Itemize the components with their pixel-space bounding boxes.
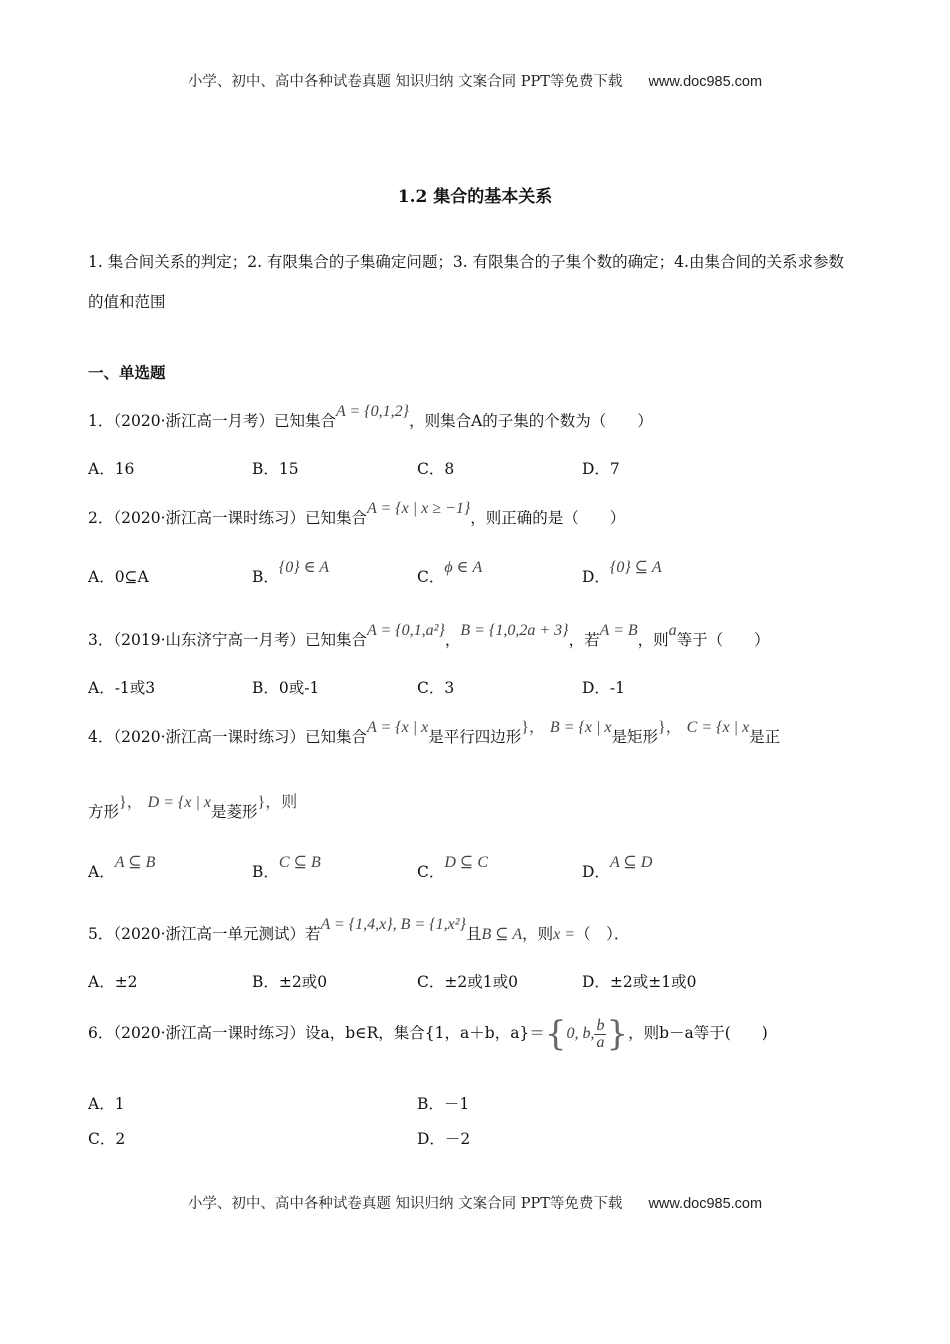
- q4-text-c: 是正: [749, 728, 781, 746]
- q4-close-b: }，: [658, 719, 682, 736]
- q1-option-d[interactable]: D．7: [582, 460, 620, 478]
- q3-math-b: B = {1,0,2a + 3}: [460, 622, 569, 639]
- q2-option-b[interactable]: [252, 559, 330, 587]
- q3-sep: ，: [444, 631, 461, 649]
- q3-math-a: A = {0,1,a²}: [367, 622, 445, 639]
- q6-set-elements: 0, b,: [566, 1025, 595, 1042]
- question-3: [88, 622, 770, 650]
- q6-left-brace: {: [544, 1014, 567, 1054]
- question-4-line2: [88, 794, 298, 822]
- q6-right-brace: }: [606, 1014, 629, 1054]
- q3-tail: 等于（ ）: [676, 631, 770, 649]
- q6-option-b[interactable]: B．－1: [417, 1095, 470, 1113]
- q2-option-a[interactable]: A．0⊆A: [88, 568, 149, 586]
- q1-math: A = {0,1,2}: [336, 403, 410, 420]
- q5-tail: （ ）．: [575, 925, 630, 943]
- q6-option-c[interactable]: C．2: [88, 1130, 126, 1148]
- q4-text-b: 是矩形: [611, 728, 659, 746]
- q2-option-c-math: ϕ ∈ A: [444, 559, 483, 576]
- q6-fraction: [594, 1018, 606, 1051]
- page-header: [0, 70, 950, 91]
- q4-option-a-math: A ⊆ B: [114, 854, 156, 871]
- q6-option-d[interactable]: D．－2: [417, 1130, 471, 1148]
- q5-mid2: ，则: [522, 925, 554, 943]
- q6-number: 6．: [88, 1024, 114, 1042]
- q4-option-d[interactable]: [582, 854, 653, 882]
- q4-math-b: B = {x | x: [549, 719, 612, 736]
- q3-math-eq: A = B: [599, 622, 638, 639]
- q1-number: 1．: [88, 412, 114, 430]
- q2-option-c-label: C．: [417, 568, 445, 586]
- q1-option-b[interactable]: B．15: [252, 460, 299, 478]
- q2-math: A = {x | x ≥ −1}: [367, 500, 471, 517]
- q2-option-c[interactable]: [417, 559, 483, 587]
- q4-option-c-math: D ⊆ C: [444, 854, 489, 871]
- question-6: [88, 1014, 768, 1054]
- q3-text: （2019·山东济宁高一月考）已知集合: [113, 631, 367, 649]
- q6-frac-num: b: [596, 1016, 605, 1034]
- q3-option-d[interactable]: D．-1: [582, 679, 626, 697]
- q4-option-d-math: A ⊆ D: [609, 854, 653, 871]
- q3-number: 3．: [88, 631, 114, 649]
- q1-text: （2020·浙江高一月考）已知集合: [113, 412, 336, 430]
- q3-mid: ，若: [568, 631, 600, 649]
- q6-tail: ，则b－a等于( ): [628, 1024, 768, 1042]
- q4-close-a: }，: [521, 719, 545, 736]
- q4-option-c-label: C．: [417, 863, 445, 881]
- q5-number: 5．: [88, 925, 114, 943]
- q1-option-c[interactable]: C．8: [417, 460, 455, 478]
- q4-option-a-label: A．: [88, 863, 115, 881]
- q3-option-a[interactable]: A．-1或3: [88, 679, 156, 697]
- q3-option-b[interactable]: B．0或-1: [252, 679, 320, 697]
- q5-option-d[interactable]: D．±2或±1或0: [582, 973, 697, 991]
- question-4: [88, 719, 781, 747]
- q5-math-x: x =: [553, 926, 576, 943]
- q2-option-d[interactable]: [582, 559, 662, 587]
- header-site[interactable]: www.doc985.com: [648, 74, 763, 90]
- page-footer: [0, 1192, 950, 1213]
- footer-site[interactable]: www.doc985.com: [648, 1196, 763, 1212]
- q4-option-b-label: B．: [252, 863, 279, 881]
- q4-math-d: D = {x | x: [147, 794, 211, 811]
- q4-option-c[interactable]: [417, 854, 489, 882]
- q4-close-d: }，则: [257, 794, 298, 811]
- question-2: [88, 500, 626, 528]
- q4-line2-text: 方形: [88, 803, 120, 821]
- q5-option-c[interactable]: C．±2或1或0: [417, 973, 518, 991]
- q4-math-a: A = {x | x: [367, 719, 429, 736]
- q2-option-d-label: D．: [582, 568, 610, 586]
- header-text: 小学、初中、高中各种试卷真题 知识归纳 文案合同 PPT等免费下载: [187, 74, 623, 90]
- q4-text: （2020·浙江高一课时练习）已知集合: [113, 728, 367, 746]
- q3-math-var: a: [668, 622, 677, 639]
- q6-frac-den: a: [596, 1033, 605, 1051]
- q2-option-b-math: {0} ∈ A: [278, 559, 330, 576]
- q4-text-d: 是菱形: [211, 803, 258, 821]
- q3-option-c[interactable]: C．3: [417, 679, 455, 697]
- q1-tail: ，则集合A的子集的个数为（ ）: [409, 412, 653, 430]
- q5-mid: 且: [465, 925, 482, 943]
- section-heading: 一、单选题: [88, 363, 166, 382]
- question-1: [88, 403, 653, 431]
- q4-option-d-label: D．: [582, 863, 610, 881]
- q2-number: 2．: [88, 509, 114, 527]
- q5-text: （2020·浙江高一单元测试）若: [113, 925, 321, 943]
- q4-close-c: }，: [119, 794, 143, 811]
- q2-tail: ，则正确的是（ ）: [470, 509, 626, 527]
- q1-option-a[interactable]: A．16: [88, 460, 135, 478]
- q4-option-a[interactable]: [88, 854, 156, 882]
- q4-math-c: C = {x | x: [686, 719, 750, 736]
- page-title: 1.2 集合的基本关系: [397, 187, 553, 207]
- q2-option-d-math: {0} ⊆ A: [609, 559, 662, 576]
- q5-math-subset: B ⊆ A: [481, 926, 523, 943]
- footer-text: 小学、初中、高中各种试卷真题 知识归纳 文案合同 PPT等免费下载: [187, 1196, 623, 1212]
- q5-option-b[interactable]: B．±2或0: [252, 973, 328, 991]
- q2-text: （2020·浙江高一课时练习）已知集合: [113, 509, 367, 527]
- q6-option-a[interactable]: A．1: [88, 1095, 125, 1113]
- q4-text-a: 是平行四边形: [428, 728, 522, 746]
- q5-math: A = {1,4,x}, B = {1,x²}: [320, 916, 466, 933]
- q6-text: （2020·浙江高一课时练习）设a，b∈R，集合{1，a＋b，a}＝: [113, 1024, 545, 1042]
- q5-option-a[interactable]: A．±2: [88, 973, 138, 991]
- q4-option-b-math: C ⊆ B: [278, 854, 321, 871]
- q3-mid2: ，则: [637, 631, 669, 649]
- q4-option-b[interactable]: [252, 854, 321, 882]
- q4-number: 4．: [88, 728, 114, 746]
- intro-paragraph: 1. 集合间关系的判定；2. 有限集合的子集确定问题；3. 有限集合的子集个数的确定；4.由集合间的关系求参数的值和范围: [88, 253, 844, 311]
- q2-option-b-label: B．: [252, 568, 279, 586]
- question-5: [88, 916, 630, 944]
